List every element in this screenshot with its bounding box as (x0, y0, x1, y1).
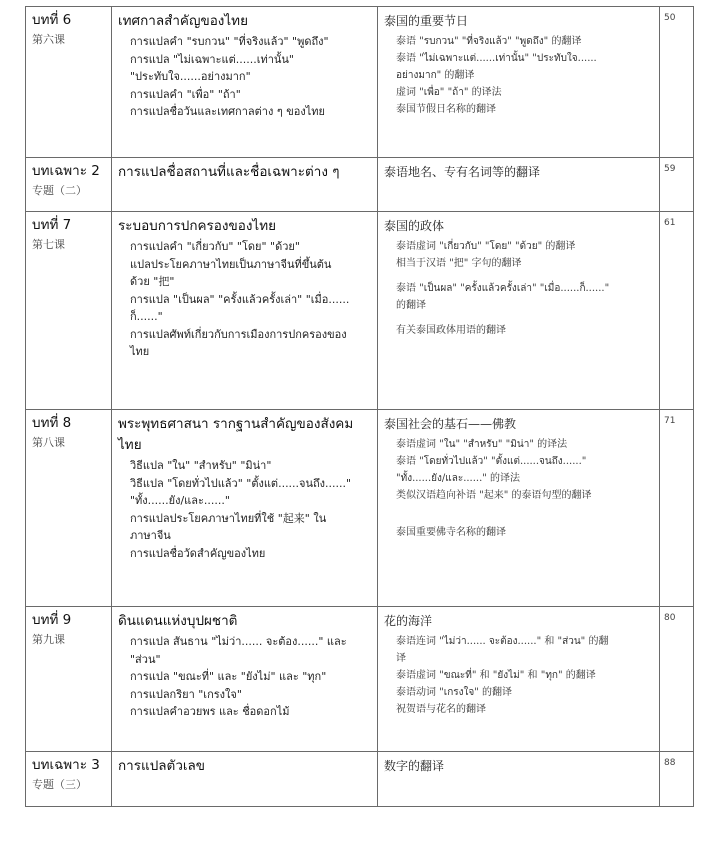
chinese-content-cell (378, 7, 660, 158)
lesson-label-chinese: 第八课 (32, 436, 65, 449)
subtopic-chinese: 译 (396, 653, 406, 664)
lesson-title-thai: ดินแดนแห่งบุปผชาติ (118, 613, 238, 629)
spacer (384, 272, 653, 280)
lesson-label-chinese: 第七课 (32, 238, 65, 251)
subtopic-chinese: 有关泰国政体用语的翻译 (396, 325, 506, 336)
table-row (26, 607, 694, 752)
lesson-title-chinese: 泰语地名、专有名词等的翻译 (384, 165, 541, 179)
lesson-label-thai: บทเฉพาะ 3 (32, 757, 100, 773)
subtopic-thai: การแปล "ขณะที่" และ "ยังไม่" และ "ทุก" (130, 670, 327, 683)
subtopic-thai: "ประทับใจ......อย่างมาก" (130, 70, 251, 83)
page-number: 88 (660, 752, 694, 807)
subtopic-chinese: 泰语虚词 "ขณะที่" 和 "ยังไม่" 和 "ทุก" 的翻译 (396, 670, 596, 681)
lesson-cell (26, 7, 112, 158)
lesson-cell (26, 410, 112, 607)
subtopic-chinese: 泰语动词 "เกรงใจ" 的翻译 (396, 687, 513, 698)
subtopic-chinese: 泰语 "ไม่เฉพาะแต่......เท่านั้น" "ประทับใจ...... (396, 53, 597, 64)
subtopic-chinese: 的翻译 (396, 300, 426, 311)
lesson-cell (26, 752, 112, 807)
subtopic-thai: "ส่วน" (130, 652, 161, 666)
lesson-label-chinese: 专题（三） (32, 778, 87, 791)
lesson-title-thai: ระบอบการปกครองของไทย (118, 218, 277, 234)
table-row (26, 212, 694, 410)
lesson-title-chinese: 泰国的重要节日 (384, 14, 469, 28)
lesson-title-chinese: 泰国社会的基石——佛教 (384, 417, 517, 431)
subtopic-chinese: "ทั้ง......ยัง/และ......" 的译法 (396, 473, 521, 484)
subtopic-thai: วิธีแปล "ใน" "สำหรับ" "มิน่า" (130, 459, 272, 472)
subtopic-thai: การแปล "เป็นผล" "ครั้งแล้วครั้งเล่า" "เมื่อ...... (130, 292, 350, 306)
page-number: 80 (660, 607, 694, 752)
thai-content-cell (112, 158, 378, 212)
chinese-content-cell (378, 607, 660, 752)
page-number: 61 (660, 212, 694, 410)
subtopic-thai: ด้วย "把" (130, 275, 175, 288)
subtopic-thai: การแปลกริยา "เกรงใจ" (130, 687, 242, 701)
subtopic-thai: ไทย (130, 345, 150, 358)
lesson-label-chinese: 第九课 (32, 633, 65, 646)
subtopic-chinese: อย่างมาก" 的翻译 (396, 70, 475, 81)
chinese-content-cell (378, 410, 660, 607)
lesson-label-thai: บทที่ 7 (32, 217, 72, 233)
subtopic-chinese: 泰语连词 "ไม่ว่า...... จะต้อง......" 和 "ส่วน" 的翻 (396, 636, 609, 647)
subtopic-thai: "ทั้ง......ยัง/และ......" (130, 494, 230, 507)
thai-content-cell (112, 212, 378, 410)
subtopic-thai: ภาษาจีน (130, 529, 171, 542)
page-number: 71 (660, 410, 694, 607)
lesson-label-chinese: 专题（二） (32, 184, 87, 197)
subtopic-chinese: 虚词 "เพื่อ" "ถ้า" 的译法 (396, 87, 502, 98)
table-row (26, 7, 694, 158)
subtopic-thai: การแปล "ไม่เฉพาะแต่......เท่านั้น" (130, 52, 294, 66)
subtopic-thai: การแปลคำอวยพร และ ชื่อดอกไม้ (130, 705, 290, 718)
lesson-label-thai: บทที่ 6 (32, 12, 72, 28)
subtopic-thai: การแปลคำ "รบกวน" "ที่จริงแล้ว" "พูดถึง" (130, 35, 329, 48)
lesson-label-chinese: 第六课 (32, 33, 65, 46)
lesson-title-thai: การแปลตัวเลข (118, 758, 206, 774)
lesson-title-chinese: 数字的翻译 (384, 759, 445, 773)
subtopic-thai: การแปลชื่อวันและเทศกาลต่าง ๆ ของไทย (130, 105, 325, 118)
subtopic-thai: ก็......" (130, 310, 163, 323)
chinese-content-cell (378, 752, 660, 807)
subtopic-chinese: 泰语虚词 "เกี่ยวกับ" "โดย" "ด้วย" 的翻译 (396, 241, 576, 252)
lesson-title-thai: การแปลชื่อสถานที่และชื่อเฉพาะต่าง ๆ (118, 164, 340, 180)
subtopic-thai: การแปลประโยคภาษาไทยที่ใช้ "起来" ใน (130, 511, 327, 525)
thai-content-cell (112, 752, 378, 807)
lesson-title-thai: เทศกาลสำคัญของไทย (118, 13, 248, 29)
subtopic-thai: วิธีแปล "โดยทั่วไปแล้ว" "ตั้งแต่......จนถึง......" (130, 476, 352, 490)
subtopic-chinese: 类似汉语趋向补语 "起来" 的泰语句型的翻译 (396, 490, 592, 501)
subtopic-chinese: 泰语 "รบกวน" "ที่จริงแล้ว" "พูดถึง" 的翻译 (396, 36, 582, 47)
subtopic-thai: การแปลคำ "เกี่ยวกับ" "โดย" "ด้วย" (130, 240, 300, 253)
subtopic-chinese: 祝贺语与花名的翻译 (396, 704, 486, 715)
table-row (26, 752, 694, 807)
lesson-cell (26, 158, 112, 212)
lesson-title-chinese: 泰国的政体 (384, 219, 445, 233)
thai-content-cell (112, 410, 378, 607)
table-of-contents (25, 6, 694, 807)
thai-content-cell (112, 7, 378, 158)
lesson-cell (26, 607, 112, 752)
lesson-label-thai: บทที่ 8 (32, 415, 72, 431)
lesson-title-thai: พระพุทธศาสนา รากฐานสำคัญของสังคมไทย (118, 416, 354, 453)
subtopic-thai: การแปล สันธาน "ไม่ว่า...... จะต้อง......" และ (130, 635, 347, 648)
lesson-title-chinese: 花的海洋 (384, 614, 433, 628)
lesson-cell (26, 212, 112, 410)
subtopic-chinese: 泰语 "โดยทั่วไปแล้ว" "ตั้งแต่......จนถึง......" (396, 456, 587, 467)
subtopic-thai: การแปลศัพท์เกี่ยวกับการเมืองการปกครองของ (130, 327, 347, 341)
subtopic-chinese: 泰国节假日名称的翻译 (396, 104, 496, 115)
subtopic-chinese: 泰语 "เป็นผล" "ครั้งแล้วครั้งเล่า" "เมื่อ......ก็......" (396, 283, 610, 294)
lesson-label-thai: บทที่ 9 (32, 612, 72, 628)
table-row (26, 410, 694, 607)
spacer (384, 504, 653, 524)
chinese-content-cell (378, 158, 660, 212)
subtopic-chinese: 泰国重要佛寺名称的翻译 (396, 527, 506, 538)
subtopic-chinese: 泰语虚词 "ใน" "สำหรับ" "มิน่า" 的译法 (396, 439, 568, 450)
page-number: 59 (660, 158, 694, 212)
subtopic-thai: การแปลชื่อวัดสำคัญของไทย (130, 546, 266, 560)
table-row (26, 158, 694, 212)
subtopic-thai: แปลประโยคภาษาไทยเป็นภาษาจีนที่ขึ้นต้น (130, 257, 332, 271)
spacer (384, 314, 653, 322)
thai-content-cell (112, 607, 378, 752)
page-number: 50 (660, 7, 694, 158)
subtopic-thai: การแปลคำ "เพื่อ" "ถ้า" (130, 87, 241, 101)
subtopic-chinese: 相当于汉语 "把" 字句的翻译 (396, 258, 522, 269)
chinese-content-cell (378, 212, 660, 410)
lesson-label-thai: บทเฉพาะ 2 (32, 163, 100, 179)
